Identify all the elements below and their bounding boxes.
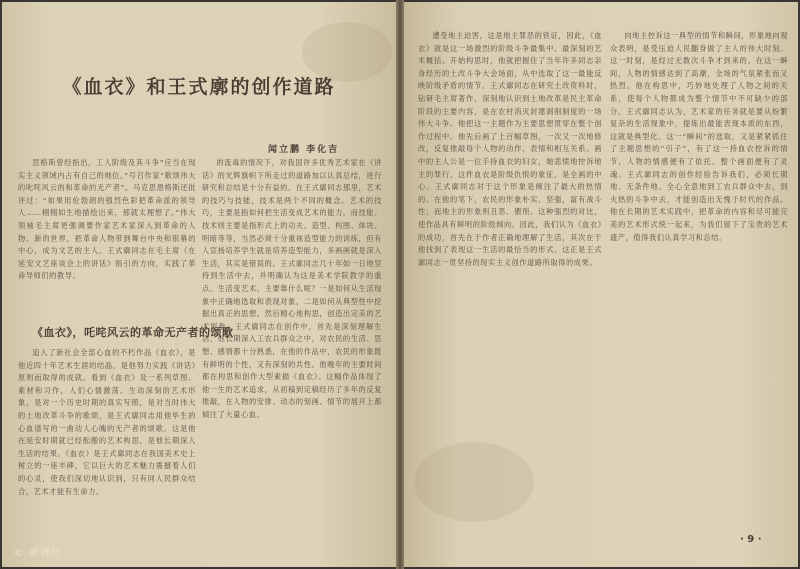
article-title: 《血衣》和王式廓的创作道路: [62, 76, 336, 98]
text-column-left-1: [18, 157, 196, 318]
text-column-left-2: [202, 157, 382, 561]
right-page: [404, 2, 798, 567]
paragraph: 的流毒的情况下，对我国许多优秀艺术家在《讲话》的光辉旗帜下所走过的道路加以认真总结，进行研究和总结是十分有益的。在王式廓同志那里，艺术的技巧与技能，技术是两个不同的概念。艺术的技巧，主要是指如何把生活变成艺术的能力，而技能、技术则主要是指形式上的功夫。造型、构图、体块、明暗等等，当然必须十分重视造型能力的训练，但有人宣扬培养学生就是培养造型能力，多画画就是深入生活，其实是错误的。王式廓同志几十年如一日地坚持到生活中去，并明确认为这是美术学院教学的重点。生活变艺术，主要靠什么呢？一是如何从生活现象中正确地选取和表现对象，二是如何从典型性中挖掘出真正的思想，然后精心地构思，创造出完美的艺术形象。王式廓同志在创作中，首先是深刻理解生活，他长期深入工农兵群众之中，对农民的生活、思想、感情都十分熟悉，在他的作品中，农民的形象既有鲜明的个性，又有深刻的共性。他晚年的主要时间都在构思和创作大型素描《血衣》。这幅作品体现了他一生的艺术追求，从初稿到定稿经历了多年的反复推敲，在人物的安排、动态的刻画、情节的展开上都倾注了大量心血。: [202, 158, 382, 419]
paragraph: 向地主控诉这一典型的情节和瞬间，形象地向观众表明，是受压迫人民翻身做了主人的伟大时刻。这一时刻，是经过无数次斗争才到来的。在这一瞬间，人物的情感达到了高潮，全场的气氛紧张而又热烈。他在构思中，巧妙地处理了人物之间的关系，使每个人物都成为整个情节中不可缺少的部分。王式廓同志认为，艺术家的任务就是要从纷繁复杂的生活现象中，提炼出最能表现本质的东西，这就是典型化。这一“瞬间”的选取，又是紧紧抓住了主题思想的“引子”，有了这一持血衣控诉的情节，人物的情感便有了依托，整个画面便有了灵魂。王式廓同志的创作经验告诉我们，必须长期地、无条件地、全心全意地到工农兵群众中去，到火热的斗争中去，才能创造出无愧于时代的作品。他在长期的艺术实践中，把革命的内容和尽可能完美的艺术形式统一起来，为我们留下了宝贵的艺术遗产，值得我们认真学习和总结。: [610, 31, 788, 242]
paragraph: 追入了新社会全部心血的不朽作品《血衣》，是他近四十年艺术生涯的结晶，是他努力实践《讲话》原则而取得的成就。看到《血衣》及一系列草图、素材和习作，人们心情激荡。生动深刻的艺术形象，是对一个历史时期的真实写照，是对当时伟大的土地改革斗争的歌颂，是王式廓同志用他毕生的心血谱写的一曲动人心魄的无产者的颂歌。这是他在延安时期就已经酝酿的艺术构思，是他长期深入生活的结果。《血衣》是王式廓同志在我国美术史上树立的一座丰碑，它以巨大的艺术魅力震撼着人们的心灵，使我们深切地认识到，只有同人民群众结合，艺术才能有生命力。: [18, 348, 196, 496]
left-page: [2, 2, 396, 567]
article-authors: 闻立鹏 李化吉: [268, 145, 340, 155]
text-column-right-1: [418, 30, 602, 560]
paragraph: 思格斯曾经指出，工人阶级及其斗争“应当在现实主义领域内占有自己的地位。”号召作家“歌颂伟大的叱咤风云的和革命的无产者”。马克思恩格斯还批评过：“如果用伦勃朗的强烈色彩把革命派的领导人……栩栩如生地描绘出来，那就太理想了。”伟大领袖毛主席更强调要作家艺术家深入到革命的人物、新的世界，把革命人物带到舞台中央和银幕的中心，成为文艺的主人。王式廓同志在毛主席《在延安文艺座谈会上的讲话》指引的方向，实践了革命导师们的教导。: [18, 158, 196, 281]
paragraph: 遭受地主迫害，这是地主罪恶的铁证，因此，《血衣》就是这一场激烈的阶级斗争最集中、最深刻的艺术概括。开始构思时，他就把握住了当年许多同志亲身经历的土改斗争大会场面，从中选取了这一最能反映阶级矛盾的情节。王式廓同志在研究土改资料时，钻研毛主席著作，深刻地认识到土地改革是民主革命阶段的主要内容，是在农村消灭封建剥削制度的一场伟大斗争。他把这一主题作为主要思想贯穿在整个创作过程中。他先后画了上百幅草图，一次又一次地修改，反复推敲每个人物的动作、表情和相互关系。画中的主人公是一位手持血衣的妇女，她悲愤地控诉地主的罪行，这件血衣是阶级仇恨的象征，是全画的中心。王式廓同志对于这个形象是倾注了最大的热情的。在他的笔下，农民的形象朴实、坚强，富有战斗性；而地主的形象则丑恶、猥琐。这种强烈的对比，使作品具有鲜明的阶级倾向。因此，我们认为《血衣》的成功，首先在于作者正确地理解了生活，其次在于他找到了表现这一生活的最恰当的形式。这正是王式廓同志一贯坚持的现实主义创作道路所取得的成果。: [418, 31, 602, 267]
section-heading: 《血衣》，吒咤风云的革命无产者的颂歌: [32, 326, 234, 339]
text-column-left-3: [18, 347, 196, 561]
book-gutter: [396, 0, 404, 569]
watermark: © 澎湃号: [14, 548, 63, 559]
text-column-right-2: [610, 30, 788, 528]
page-number: · 9 ·: [740, 534, 762, 545]
